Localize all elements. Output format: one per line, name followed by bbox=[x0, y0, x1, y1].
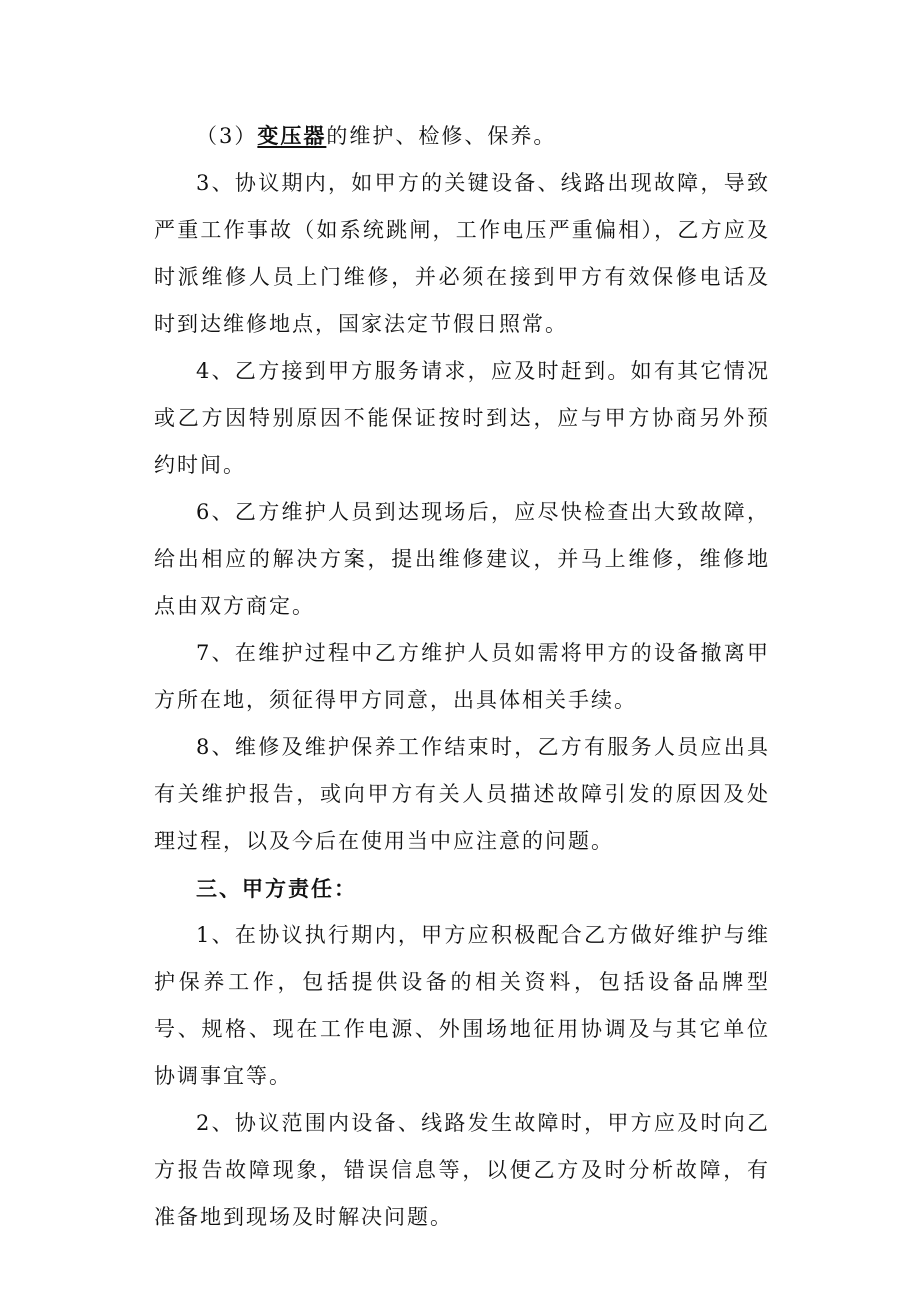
paragraph-transformer-maintenance bbox=[154, 112, 770, 160]
paragraph-clause-4: 4、乙方接到甲方服务请求，应及时赶到。如有其它情况或乙方因特别原因不能保证按时到达，应与甲方协商另外预约时间。 bbox=[154, 359, 770, 477]
list-number: （3） bbox=[196, 124, 258, 148]
paragraph-clause-3: 3、协议期内，如甲方的关键设备、线路出现故障，导致严重工作事故（如系统跳闸，工作电压严重偏相），乙方应及时派维修人员上门维修，并必须在接到甲方有效保修电话及时到达维修地点，国家法定节假日照常。 bbox=[154, 171, 770, 336]
document-body bbox=[154, 112, 770, 1241]
paragraph-clause-8: 8、维修及维护保养工作结束时，乙方有服务人员应出具有关维护报告，或向甲方有关人员描述故障引发的原因及处理过程，以及今后在使用当中应注意的问题。 bbox=[154, 735, 770, 853]
paragraph-party-a-clause-1: 1、在协议执行期内，甲方应积极配合乙方做好维护与维护保养工作，包括提供设备的相关资料，包括设备品牌型号、规格、现在工作电源、外围场地征用协调及与其它单位协调事宜等。 bbox=[154, 923, 770, 1088]
paragraph-clause-7: 7、在维护过程中乙方维护人员如需将甲方的设备撤离甲方所在地，须征得甲方同意，出具体相关手续。 bbox=[154, 641, 770, 712]
paragraph-clause-6: 6、乙方维护人员到达现场后，应尽快检查出大致故障，给出相应的解决方案，提出维修建议，并马上维修，维修地点由双方商定。 bbox=[154, 500, 770, 618]
paragraph-party-a-clause-2: 2、协议范围内设备、线路发生故障时，甲方应及时向乙方报告故障现象，错误信息等，以便乙方及时分析故障，有准备地到现场及时解决问题。 bbox=[154, 1111, 770, 1229]
paragraph-text: 的维护、检修、保养。 bbox=[326, 124, 557, 148]
term-transformer: 变压器 bbox=[257, 123, 327, 148]
section-heading-party-a-responsibility: 三、甲方责任： bbox=[196, 876, 357, 901]
